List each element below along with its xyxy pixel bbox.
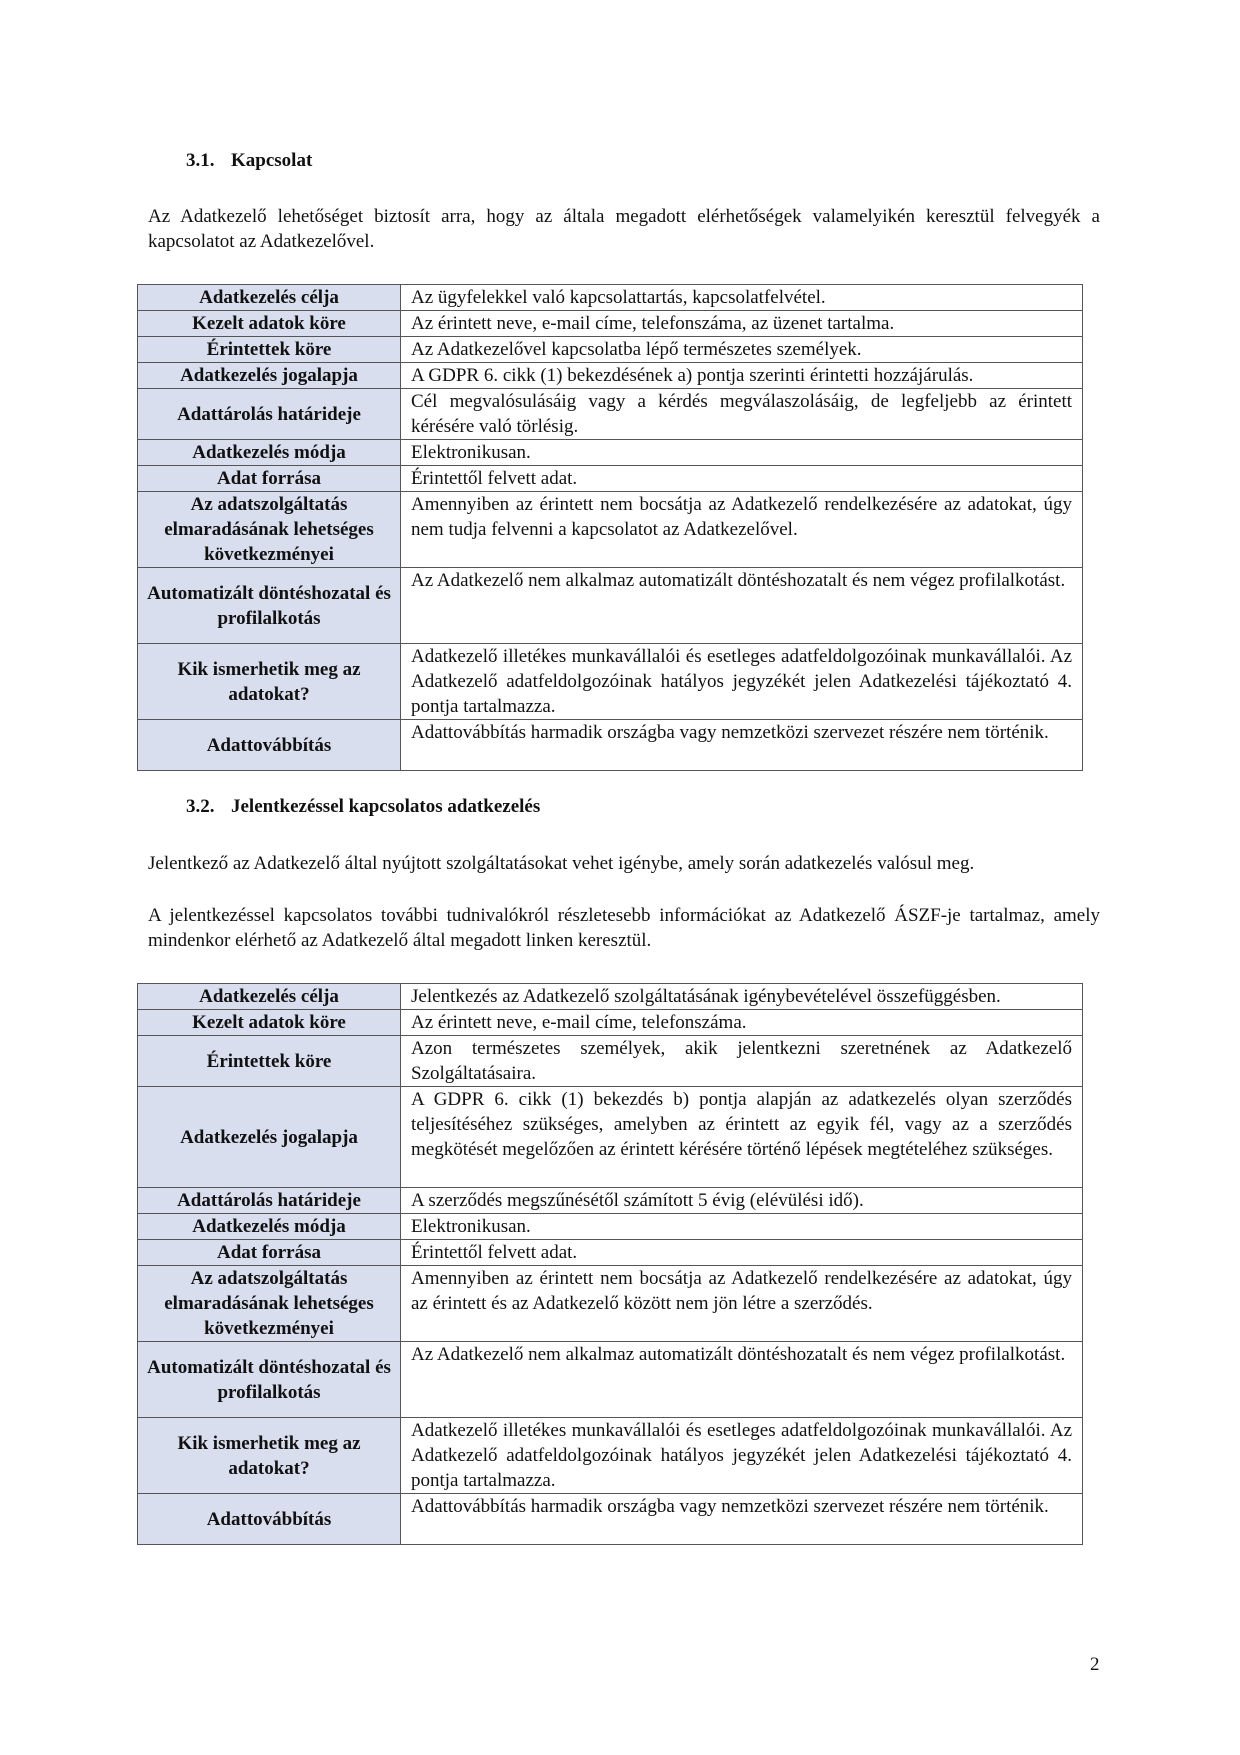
row-value: Amennyiben az érintett nem bocsátja az Adatkezelő rendelkezésére az adatokat, úgy az érintett és az Adatkezelő között nem jön létre a szerződés.: [401, 1266, 1083, 1342]
row-label: Érintettek köre: [138, 1036, 401, 1087]
row-label: Adatkezelés módja: [138, 440, 401, 466]
row-value: A szerződés megszűnésétől számított 5 évig (elévülési idő).: [401, 1188, 1083, 1214]
row-label: Automatizált döntéshozatal és profilalkotás: [138, 1342, 401, 1418]
row-label: Adattovábbítás: [138, 1494, 401, 1545]
row-label: Adatkezelés módja: [138, 1214, 401, 1240]
row-value: A GDPR 6. cikk (1) bekezdésének a) pontja szerinti érintetti hozzájárulás.: [401, 363, 1083, 389]
table-row: [138, 389, 1083, 440]
data-processing-table-jelentkezes: [137, 983, 1083, 1545]
row-value: Az Adatkezelő nem alkalmaz automatizált döntéshozatalt és nem végez profilalkotást.: [401, 1342, 1083, 1418]
row-label: Adattárolás határideje: [138, 389, 401, 440]
section-heading-3-2: [186, 794, 540, 819]
page-number: 2: [1090, 1654, 1100, 1675]
table-row: [138, 492, 1083, 568]
table-row: [138, 644, 1083, 720]
table-row: [138, 1188, 1083, 1214]
table-row: [138, 984, 1083, 1010]
row-value: Azon természetes személyek, akik jelentkezni szeretnének az Adatkezelő Szolgáltatásaira.: [401, 1036, 1083, 1087]
row-label: Adattovábbítás: [138, 720, 401, 771]
table-row: [138, 1418, 1083, 1494]
row-value: Adattovábbítás harmadik országba vagy nemzetközi szervezet részére nem történik.: [401, 1494, 1083, 1545]
row-label: Adatkezelés jogalapja: [138, 363, 401, 389]
row-label: Kezelt adatok köre: [138, 1010, 401, 1036]
section-title: Kapcsolat: [231, 150, 313, 171]
row-value: Az Adatkezelő nem alkalmaz automatizált döntéshozatalt és nem végez profilalkotást.: [401, 568, 1083, 644]
table-row: [138, 1010, 1083, 1036]
row-label: Kik ismerhetik meg az adatokat?: [138, 1418, 401, 1494]
row-value: Jelentkezés az Adatkezelő szolgáltatásának igénybevételével összefüggésben.: [401, 984, 1083, 1010]
table-row: [138, 1266, 1083, 1342]
row-value: Az érintett neve, e-mail címe, telefonszáma, az üzenet tartalma.: [401, 311, 1083, 337]
table-row: [138, 1214, 1083, 1240]
row-value: Cél megvalósulásáig vagy a kérdés megválaszolásáig, de legfeljebb az érintett kérésére való törlésig.: [401, 389, 1083, 440]
row-label: Adattárolás határideje: [138, 1188, 401, 1214]
row-label: Az adatszolgáltatás elmaradásának lehetséges következményei: [138, 492, 401, 568]
row-label: Automatizált döntéshozatal és profilalkotás: [138, 568, 401, 644]
section-intro-paragraph-2: A jelentkezéssel kapcsolatos további tudnivalókról részletesebb információkat az Adatkezelő ÁSZF-je tartalmaz, amely mindenkor elérhető az Adatkezelő által megadott linken keresztül.: [148, 905, 1100, 951]
row-value: Elektronikusan.: [401, 440, 1083, 466]
row-label: Adat forrása: [138, 466, 401, 492]
table-row: [138, 337, 1083, 363]
table-row: [138, 1494, 1083, 1545]
data-processing-table-kapcsolat: [137, 284, 1083, 771]
row-label: Adatkezelés jogalapja: [138, 1087, 401, 1188]
section-intro-paragraph-1: Jelentkező az Adatkezelő által nyújtott szolgáltatásokat vehet igénybe, amely során adatkezelés valósul meg.: [148, 853, 975, 874]
section-heading-3-1: [186, 148, 312, 173]
table-row: [138, 440, 1083, 466]
row-label: Adatkezelés célja: [138, 984, 401, 1010]
row-value: Amennyiben az érintett nem bocsátja az Adatkezelő rendelkezésére az adatokat, úgy nem tudja felvenni a kapcsolatot az Adatkezelővel.: [401, 492, 1083, 568]
section-number: 3.1.: [186, 150, 215, 171]
row-value: Az Adatkezelővel kapcsolatba lépő természetes személyek.: [401, 337, 1083, 363]
table-row: [138, 1240, 1083, 1266]
row-value: Adatkezelő illetékes munkavállalói és esetleges adatfeldolgozóinak munkavállalói. Az Adatkezelő adatfeldolgozóinak hatályos jegyzékét jelen Adatkezelési tájékoztató 4. pontja tartalmazza.: [401, 1418, 1083, 1494]
row-value: Elektronikusan.: [401, 1214, 1083, 1240]
row-label: Adatkezelés célja: [138, 285, 401, 311]
table-row: [138, 311, 1083, 337]
row-label: Az adatszolgáltatás elmaradásának lehetséges következményei: [138, 1266, 401, 1342]
row-value: Adatkezelő illetékes munkavállalói és esetleges adatfeldolgozóinak munkavállalói. Az Adatkezelő adatfeldolgozóinak hatályos jegyzékét jelen Adatkezelési tájékoztató 4. pontja tartalmazza.: [401, 644, 1083, 720]
table-row: [138, 568, 1083, 644]
section-intro-paragraph: Az Adatkezelő lehetőséget biztosít arra, hogy az általa megadott elérhetőségek valamelyikén keresztül felvegyék a kapcsolatot az Adatkezelővel.: [148, 206, 1100, 252]
table-row: [138, 720, 1083, 771]
section-title: Jelentkezéssel kapcsolatos adatkezelés: [231, 796, 541, 817]
row-value: Érintettől felvett adat.: [401, 466, 1083, 492]
section-number: 3.2.: [186, 796, 215, 817]
row-label: Kezelt adatok köre: [138, 311, 401, 337]
row-value: Adattovábbítás harmadik országba vagy nemzetközi szervezet részére nem történik.: [401, 720, 1083, 771]
row-label: Kik ismerhetik meg az adatokat?: [138, 644, 401, 720]
row-label: Érintettek köre: [138, 337, 401, 363]
table-row: [138, 1036, 1083, 1087]
row-value: A GDPR 6. cikk (1) bekezdés b) pontja alapján az adatkezelés olyan szerződés teljesítéséhez szükséges, amelyben az érintett az egyik fél, vagy az a szerződés megkötését megelőzően az érintett kérésére történő lépések megtételéhez szükséges.: [401, 1087, 1083, 1188]
table-row: [138, 466, 1083, 492]
table-row: [138, 1087, 1083, 1188]
row-value: Érintettől felvett adat.: [401, 1240, 1083, 1266]
table-row: [138, 363, 1083, 389]
table-row: [138, 1342, 1083, 1418]
row-value: Az ügyfelekkel való kapcsolattartás, kapcsolatfelvétel.: [401, 285, 1083, 311]
row-value: Az érintett neve, e-mail címe, telefonszáma.: [401, 1010, 1083, 1036]
table-row: [138, 285, 1083, 311]
row-label: Adat forrása: [138, 1240, 401, 1266]
